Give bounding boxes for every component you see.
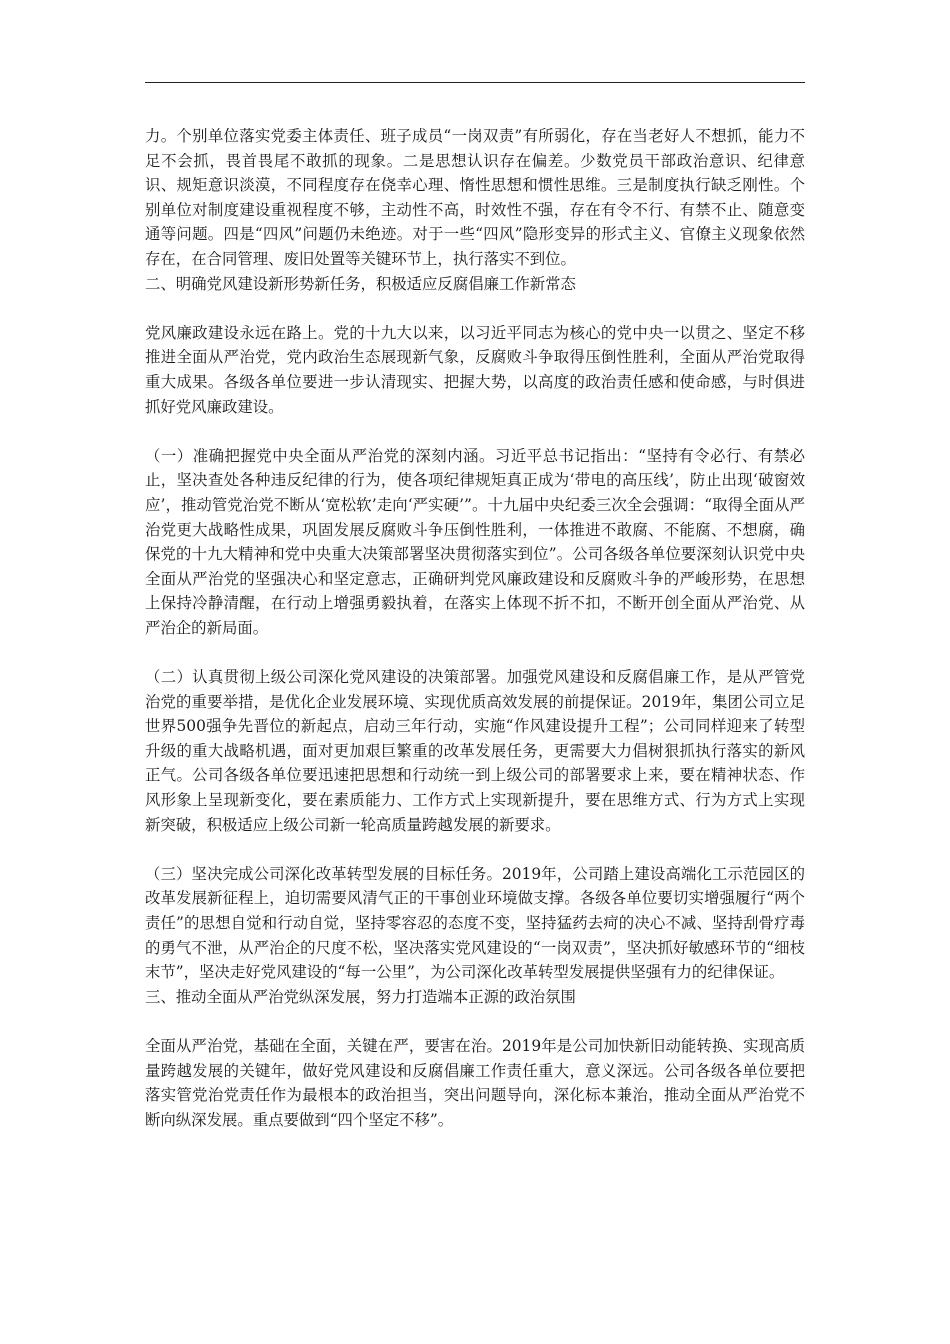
paragraph-problems: 力。个别单位落实党委主体责任、班子成员“一岗双责”有所弱化，存在当老好人不想抓，能力不足不会抓，畏首畏尾不敢抓的现象。二是思想认识存在偏差。少数党员干部政治意识、纪律意识、规矩意识淡漠，不同程度存在侥幸心理、惰性思想和惯性思维。三是制度执行缺乏刚性。个别单位对制度建设重视程度不够，主动性不高，时效性不强，存在有令不行、有禁不止、随意变通等问题。四是“四风”问题仍未绝迹。对于一些“四风”隐形变异的形式主义、官僚主义现象依然存在，在合同管理、废旧处置等关键环节上，执行落实不到位。 — [145, 127, 805, 268]
header-rule — [145, 82, 805, 83]
paragraph-2-1: （一）准确把握党中央全面从严治党的深刻内涵。习近平总书记指出：“坚持有令必行、有禁必止，坚决查处各种违反纪律的行为，使各项纪律规矩真正成为‘带电的高压线’，防止出现‘破窗效应’，推动管党治党不断从‘宽松软’走向‘严实硬’”。十九届中央纪委三次全会强调：“取得全面从严治党更大战略性成果，巩固发展反腐败斗争压倒性胜利，一体推进不敢腐、不能腐、不想腐，确保党的十九大精神和党中央重大决策部署坚决贯彻落实到位”。公司各级各单位要深刻认识党中央全面从严治党的坚强决心和坚定意志，正确研判党风廉政建设和反腐败斗争的严峻形势，在思想上保持冷静清醒，在行动上增强勇毅执着，在落实上体现不折不扣，不断开创全面从严治党、从严治企的新局面。 — [145, 446, 805, 637]
paragraph-intro-2: 党风廉政建设永远在路上。党的十九大以来，以习近平同志为核心的党中央一以贯之、坚定不移推进全面从严治党，党内政治生态展现新气象，反腐败斗争取得压倒性胜利，全面从严治党取得重大成果。各级各单位要进一步认清现实、把握大势，以高度的政治责任感和使命感，与时俱进抓好党风廉政建设。 — [145, 323, 805, 416]
section-heading-2: 二、明确党风建设新形势新任务，积极适应反腐倡廉工作新常态 — [145, 274, 576, 293]
paragraph-2-2: （二）认真贯彻上级公司深化党风建设的决策部署。加强党风建设和反腐倡廉工作，是从严管党治党的重要举措，是优化企业发展环境、实现优质高效发展的前提保证。2019年，集团公司立足世界500强争先晋位的新起点，启动三年行动，实施“作风建设提升工程”；公司同样迎来了转型升级的重大战略机遇，面对更加艰巨繁重的改革发展任务，更需要大力倡树狠抓执行落实的新风正气。公司各级各单位要迅速把思想和行动统一到上级公司的部署要求上来，要在精神状态、作风形象上呈现新变化，要在素质能力、工作方式上实现新提升，要在思维方式、行为方式上实现新突破，积极适应上级公司新一轮高质量跨越发展的新要求。 — [145, 668, 805, 834]
paragraph-2-3: （三）坚决完成公司深化改革转型发展的目标任务。2019年，公司踏上建设高端化工示范园区的改革发展新征程上，迫切需要风清气正的干事创业环境做支撑。各级各单位要切实增强履行“两个责任”的思想自觉和行动自觉，坚持零容忍的态度不变，坚持猛药去疴的决心不减、坚持刮骨疗毒的勇气不泄，从严治企的尺度不松，坚决落实党风建设的“一岗双责”，坚决抓好敏感环节的“细枝末节”，坚决走好党风建设的“每一公里”，为公司深化改革转型发展提供坚强有力的纪律保证。 — [145, 864, 805, 982]
section-heading-3: 三、推动全面从严治党纵深发展，努力打造端本正源的政治氛围 — [145, 987, 576, 1006]
document-body — [145, 124, 805, 1132]
paragraph-intro-3: 全面从严治党，基础在全面，关键在严，要害在治。2019年是公司加快新旧动能转换、实现高质量跨越发展的关键年，做好党风建设和反腐倡廉工作责任重大，意义深远。公司各级各单位要把落实管党治党责任作为最根本的政治担当，突出问题导向，深化标本兼治，推动全面从严治党不断向纵深发展。重点要做到“四个坚定不移”。 — [145, 1036, 805, 1129]
